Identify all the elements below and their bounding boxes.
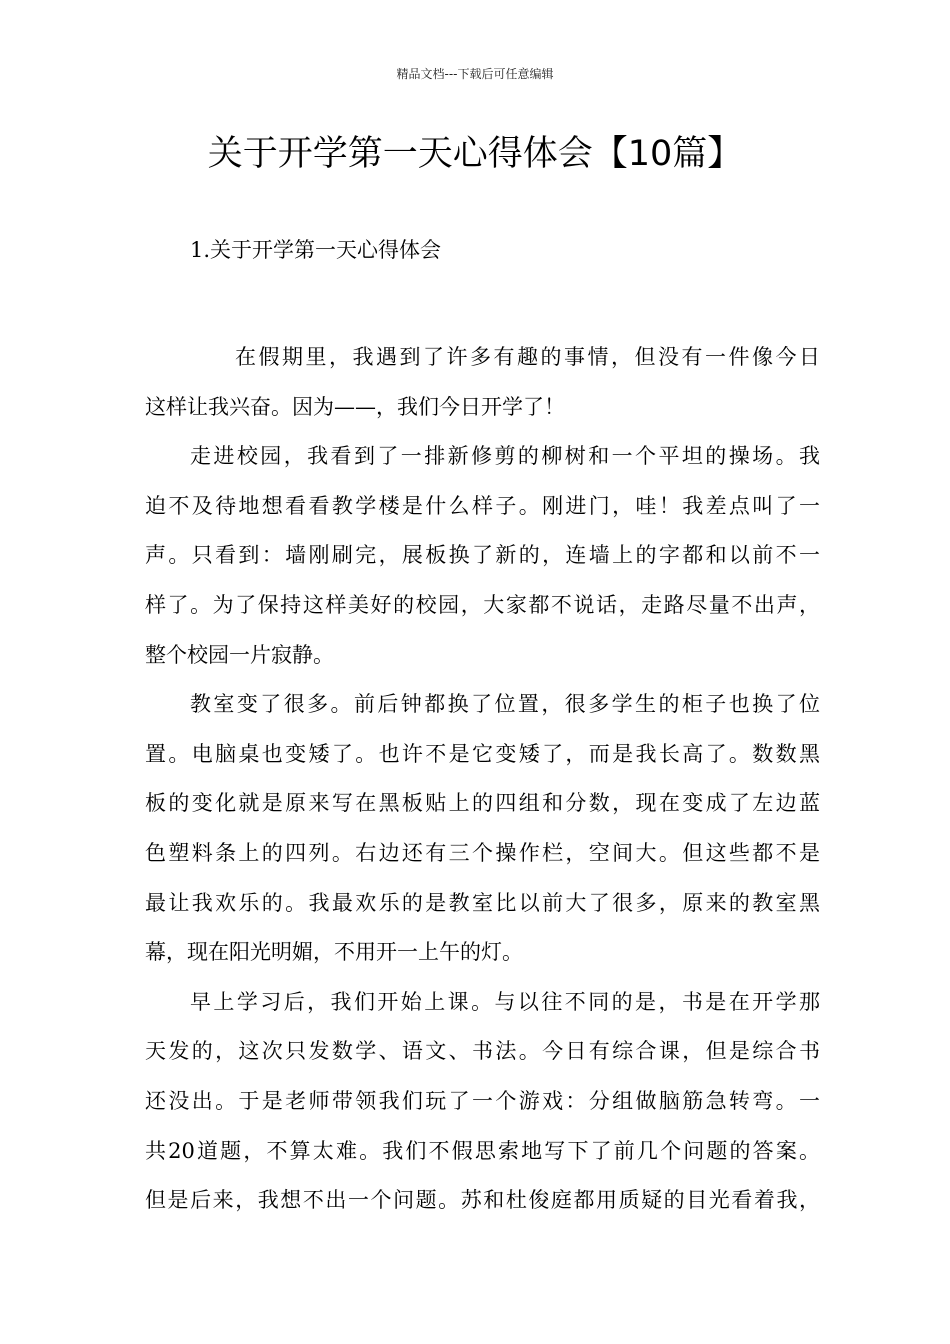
paragraph-line: 板的变化就是原来写在黑板贴上的四组和分数，现在变成了左边蓝 xyxy=(145,791,820,816)
header-note: 精品文档---下载后可任意编辑 xyxy=(396,67,554,81)
paragraph-line: 还没出。于是老师带领我们玩了一个游戏：分组做脑筋急转弯。一 xyxy=(145,1088,820,1113)
paragraph-line: 这样让我兴奋。因为——，我们今日开学了！ xyxy=(145,394,565,419)
section-heading: 1.关于开学第一天心得体会 xyxy=(190,238,442,262)
document-title: 关于开学第一天心得体会【10篇】 xyxy=(207,134,743,174)
paragraph-line: 样了。为了保持这样美好的校园，大家都不说话，走路尽量不出声， xyxy=(145,592,820,617)
paragraph-line: 走进校园，我看到了一排新修剪的柳树和一个平坦的操场。我 xyxy=(190,444,820,469)
paragraph-line: 幕，现在阳光明媚，不用开一上午的灯。 xyxy=(145,940,523,965)
paragraph-line: 但是后来，我想不出一个问题。苏和杜俊庭都用质疑的目光看着我， xyxy=(145,1188,820,1213)
body-text xyxy=(145,333,820,1226)
paragraph-line: 最让我欢乐的。我最欢乐的是教室比以前大了很多，原来的教室黑 xyxy=(145,890,820,915)
paragraph-line: 在假期里，我遇到了许多有趣的事情，但没有一件像今日 xyxy=(235,345,820,369)
paragraph-line: 教室变了很多。前后钟都换了位置，很多学生的柜子也换了位 xyxy=(190,692,820,717)
paragraph-line: 共20道题，不算太难。我们不假思索地写下了前几个问题的答案。 xyxy=(145,1138,820,1163)
paragraph-line: 早上学习后，我们开始上课。与以往不同的是，书是在开学那 xyxy=(190,989,820,1014)
paragraph-line: 声。只看到：墙刚刷完，展板换了新的，连墙上的字都和以前不一 xyxy=(145,543,820,568)
paragraph-line: 天发的，这次只发数学、语文、书法。今日有综合课，但是综合书 xyxy=(145,1039,820,1064)
paragraph-line: 迫不及待地想看看教学楼是什么样子。刚进门，哇！我差点叫了一 xyxy=(145,493,820,518)
paragraph-line: 置。电脑桌也变矮了。也许不是它变矮了，而是我长高了。数数黑 xyxy=(145,741,820,766)
paragraph-line: 色塑料条上的四列。右边还有三个操作栏，空间大。但这些都不是 xyxy=(145,840,820,865)
paragraph-line: 整个校园一片寂静。 xyxy=(145,642,334,667)
